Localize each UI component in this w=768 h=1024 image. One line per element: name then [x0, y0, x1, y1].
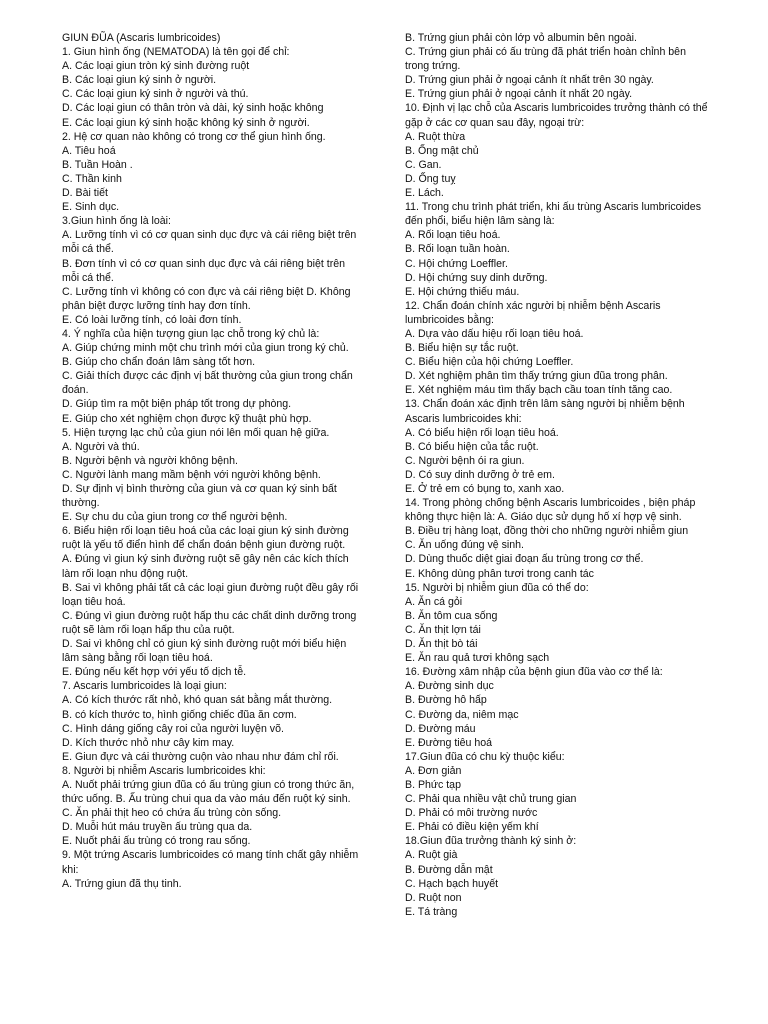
right-text-line: E. Tá tràng — [405, 905, 458, 918]
left-text-line: A. Người và thú. — [62, 440, 140, 453]
left-text-line: E. Sự chu du của giun trong cơ thể người bệnh. — [62, 511, 288, 524]
left-text-line: B. Người bệnh và người không bệnh. — [62, 454, 238, 467]
left-text-line: B. Các loại giun ký sinh ở người. — [62, 74, 217, 87]
left-text-line: C. Đúng vì giun đường ruột hấp thu các chất dinh dưỡng trong ruột sẽ làm rối loạn hấp thu của ruột. — [62, 609, 360, 636]
right-text-line: B. Điều trị hàng loạt, đồng thời cho những người nhiễm giun — [405, 525, 689, 538]
right-text-line: B. Ống mật chủ — [405, 144, 479, 157]
left-text-line: A. Tiêu hoá — [62, 144, 116, 157]
right-text-line: E. Ăn rau quả tươi không sạch — [405, 652, 550, 665]
left-text-line: C. Lưỡng tính vì không có con đực và cái riêng biệt D. Không phân biệt được lưỡng tính hay đơn tính. — [62, 285, 354, 312]
left-text-line: A. Nuốt phải trứng giun đũa có ấu trùng giun có trong thức ăn, thức uống. B. Ấu trùng chui qua da vào máu đến ruột ký sinh. — [62, 778, 358, 806]
right-text-line: B. Rối loạn tuần hoàn. — [405, 243, 510, 256]
right-text-line: E. Xét nghiệm máu tìm thấy bạch cầu toan tính tăng cao. — [405, 384, 673, 397]
right-text-line: 11. Trong chu trình phát triển, khi ấu trùng Ascaris lumbricoides đến phổi, biểu hiện lâm sàng là: — [405, 201, 704, 228]
right-text-line: D. Trứng giun phải ở ngoại cảnh ít nhất trên 30 ngày. — [405, 74, 654, 87]
right-text-line: A. Đường sinh dục — [405, 680, 494, 693]
left-text-line: GIUN ĐŨA (Ascaris lumbricoides) — [62, 32, 221, 44]
right-text-line: C. Phải qua nhiều vật chủ trung gian — [405, 793, 577, 806]
left-text-line: 3.Giun hình ống là loài: — [62, 215, 171, 228]
right-text-line: A. Ăn cá gỏi — [405, 595, 463, 608]
left-text-line: 1. Giun hình ống (NEMATODA) là tên gọi để chỉ: — [62, 46, 290, 59]
left-text-line: C. Các loại giun ký sinh ở người và thú. — [62, 88, 249, 101]
left-text-line: C. Người lành mang mầm bệnh với người không bệnh. — [62, 468, 321, 481]
left-text-line: D. Giúp tìm ra một biện pháp tốt trong dự phòng. — [62, 398, 292, 411]
left-text-line: C. Hình dáng giống cây roi của người luyện võ. — [62, 722, 284, 735]
right-text-line: D. Dùng thuốc diệt giai đoạn ấu trùng trong cơ thể. — [405, 553, 644, 566]
left-text-line: 4. Ý nghĩa của hiện tượng giun lạc chỗ trong ký chủ là: — [62, 327, 320, 340]
left-text-line: 5. Hiện tượng lạc chủ của giun nói lên mối quan hệ giữa. — [62, 426, 330, 439]
right-text-line: B. Phức tạp — [405, 778, 461, 791]
right-text-line: C. Gan. — [405, 158, 442, 171]
left-text-line: A. Đúng vì giun ký sinh đường ruột sẽ gây nên các kích thích làm rối loạn nhu động ruột. — [62, 553, 352, 580]
right-text-line: 15. Người bị nhiễm giun đũa có thể do: — [405, 581, 589, 594]
right-text-line: E. Ở trẻ em có bụng to, xanh xao. — [405, 483, 565, 495]
right-text-line: E. Phải có điều kiện yếm khí — [405, 821, 539, 834]
right-text-line: D. Hội chứng suy dinh dưỡng. — [405, 271, 548, 284]
right-text-line: A. Rối loạn tiêu hoá. — [405, 229, 501, 242]
right-text-line: B. Đường hô hấp — [405, 694, 487, 707]
left-text-line: C. Ăn phải thịt heo có chứa ấu trùng còn sống. — [62, 807, 282, 820]
left-text-line: D. Các loại giun có thân tròn và dài, ký sinh hoặc không — [62, 102, 324, 115]
left-text-line: D. Bài tiết — [62, 187, 108, 200]
left-text-line: E. Giun đực và cái thường cuộn vào nhau như đám chỉ rối. — [62, 750, 339, 763]
right-text-line: D. Đường máu — [405, 722, 476, 735]
right-text-line: E. Không dùng phân tươi trong canh tác — [405, 567, 594, 580]
right-text-line: 16. Đường xâm nhập của bệnh giun đũa vào cơ thể là: — [405, 666, 663, 679]
right-text-line: E. Trứng giun phải ở ngoại cảnh ít nhất 20 ngày. — [405, 88, 633, 101]
right-text-line: A. Đơn giản — [405, 764, 462, 777]
right-text-line: 17.Giun đũa có chu kỳ thuộc kiểu: — [405, 750, 565, 763]
left-text-line: B. Tuần Hoàn . — [62, 158, 133, 171]
left-text-line: D. Sự định vị bình thường của giun và cơ quan ký sinh bất thường. — [62, 483, 340, 510]
left-text-line: B. có kích thước to, hình giống chiếc đũa ăn cơm. — [62, 708, 297, 721]
right-text-line: A. Ruột thừa — [405, 130, 466, 143]
right-text-line: D. Xét nghiệm phân tìm thấy trứng giun đũa trong phân. — [405, 370, 668, 383]
left-text-line: B. Đơn tính vì có cơ quan sinh dục đực và cái riêng biệt trên mỗi cá thể. — [62, 257, 348, 284]
right-text-line: C. Trứng giun phải có ấu trùng đã phát triển hoàn chỉnh bên trong trứng. — [405, 46, 689, 73]
left-text-line: B. Sai vì không phải tất cả các loại giun đường ruột đều gây rối loạn tiêu hoá. — [62, 581, 362, 608]
left-text-line: B. Giúp cho chẩn đoán lâm sàng tốt hơn. — [62, 356, 256, 369]
right-text-line: C. Đường da, niêm mạc — [405, 708, 519, 721]
right-text-line: D. Phải có môi trường nước — [405, 807, 538, 820]
right-text-line: B. Đường dẫn mật — [405, 863, 493, 876]
left-text-line: 6. Biểu hiện rối loạn tiêu hoá của các loại giun ký sinh đường ruột là yếu tố điển hình để chẩn đoán bệnh giun đường ruột. — [62, 525, 352, 552]
right-text-line: B. Biểu hiện sự tắc ruột. — [405, 342, 519, 355]
right-text-line: C. Người bệnh ói ra giun. — [405, 454, 525, 467]
left-text-line: E. Sinh dục. — [62, 201, 120, 214]
right-text-line: 14. Trong phòng chống bệnh Ascaris lumbricoides , biện pháp không thực hiện là: A. Giáo dục sử dụng hố xí hợp vệ sinh. — [405, 497, 699, 524]
left-text-line: 8. Người bị nhiễm Ascaris lumbricoides khi: — [62, 764, 266, 777]
right-text-line: C. Ăn thịt lợn tái — [405, 623, 481, 636]
left-text-line: D. Sai vì không chỉ có giun ký sinh đường ruột mới biểu hiện lâm sàng bằng rối loạn tiêu hoá. — [62, 638, 350, 665]
left-text-line: E. Giúp cho xét nghiệm chọn được kỹ thuật phù hợp. — [62, 412, 312, 425]
right-text-line: C. Hội chứng Loeffler. — [405, 257, 508, 270]
right-text-line: D. Ăn thịt bò tái — [405, 638, 478, 651]
left-text-line: E. Các loại giun ký sinh hoặc không ký sinh ở người. — [62, 116, 310, 129]
right-text-line: C. Biểu hiện của hội chứng Loeffler. — [405, 356, 574, 369]
left-text-line: E. Đúng nếu kết hợp với yếu tố dịch tễ. — [62, 666, 247, 679]
right-text-line: A. Ruột già — [405, 849, 458, 862]
right-text-line: 12. Chẩn đoán chính xác người bị nhiễm bệnh Ascaris lumbricoides bằng: — [405, 299, 664, 326]
left-text-line: D. Muỗi hút máu truyền ấu trùng qua da. — [62, 821, 253, 834]
left-text-line: D. Kích thước nhỏ như cây kim may. — [62, 736, 235, 749]
right-text-line: E. Hội chứng thiếu máu. — [405, 285, 520, 298]
right-text-line: B. Ăn tôm cua sống — [405, 609, 498, 622]
right-text-line: C. Ăn uống đúng vệ sinh. — [405, 539, 524, 552]
left-text-line: E. Có loài lưỡng tính, có loài đơn tính. — [62, 313, 242, 326]
right-text-line: B. Trứng giun phải còn lớp vỏ albumin bên ngoài. — [405, 32, 637, 44]
right-text-line: D. Ống tuỵ — [405, 172, 456, 185]
left-text-line: A. Trứng giun đã thụ tinh. — [62, 877, 182, 890]
left-text-line: 9. Một trứng Ascaris lumbricoides có mang tính chất gây nhiễm khi: — [62, 849, 362, 876]
left-text-line: A. Giúp chứng minh một chu trình mới của giun trong ký chủ. — [62, 342, 349, 355]
left-column — [62, 31, 364, 891]
left-text-line: A. Lưỡng tính vì có cơ quan sinh dục đực và cái riêng biệt trên mỗi cá thể. — [62, 229, 360, 256]
left-text-line: E. Nuốt phải ấu trùng có trong rau sống. — [62, 835, 251, 848]
right-text-line: 18.Giun đũa trưởng thành ký sinh ở: — [405, 835, 577, 848]
right-text-line: E. Đường tiêu hoá — [405, 736, 493, 749]
right-text-line: A. Có biểu hiện rối loạn tiêu hoá. — [405, 426, 559, 439]
right-text-line: E. Lách. — [405, 187, 444, 200]
right-text-line: 10. Định vị lạc chỗ của Ascaris lumbricoides trưởng thành có thể gặp ở các cơ quan sau đây, ngoại trừ: — [405, 102, 711, 129]
right-text-line: C. Hạch bạch huyết — [405, 877, 499, 890]
left-text-line: C. Thần kinh — [62, 172, 122, 185]
right-text-line: A. Dựa vào dấu hiệu rối loạn tiêu hoá. — [405, 327, 584, 340]
right-text-line: B. Có biểu hiện của tắc ruột. — [405, 440, 539, 453]
left-text-line: A. Các loại giun tròn ký sinh đường ruột — [62, 60, 250, 73]
right-text-line: D. Ruột non — [405, 891, 462, 904]
right-text-line: D. Có suy dinh dưỡng ở trẻ em. — [405, 468, 555, 481]
left-text-line: C. Giải thích được các định vị bất thường của giun trong chẩn đoán. — [62, 370, 356, 397]
left-text-line: 7. Ascaris lumbricoides là loại giun: — [62, 680, 227, 693]
left-text-line: 2. Hệ cơ quan nào không có trong cơ thể giun hình ống. — [62, 130, 326, 143]
left-text-line: A. Có kích thước rất nhỏ, khó quan sát bằng mắt thường. — [62, 694, 333, 707]
right-column — [405, 31, 709, 919]
right-text-line: 13. Chẩn đoán xác định trên lâm sàng người bị nhiễm bệnh Ascaris lumbricoides khi: — [405, 398, 688, 425]
